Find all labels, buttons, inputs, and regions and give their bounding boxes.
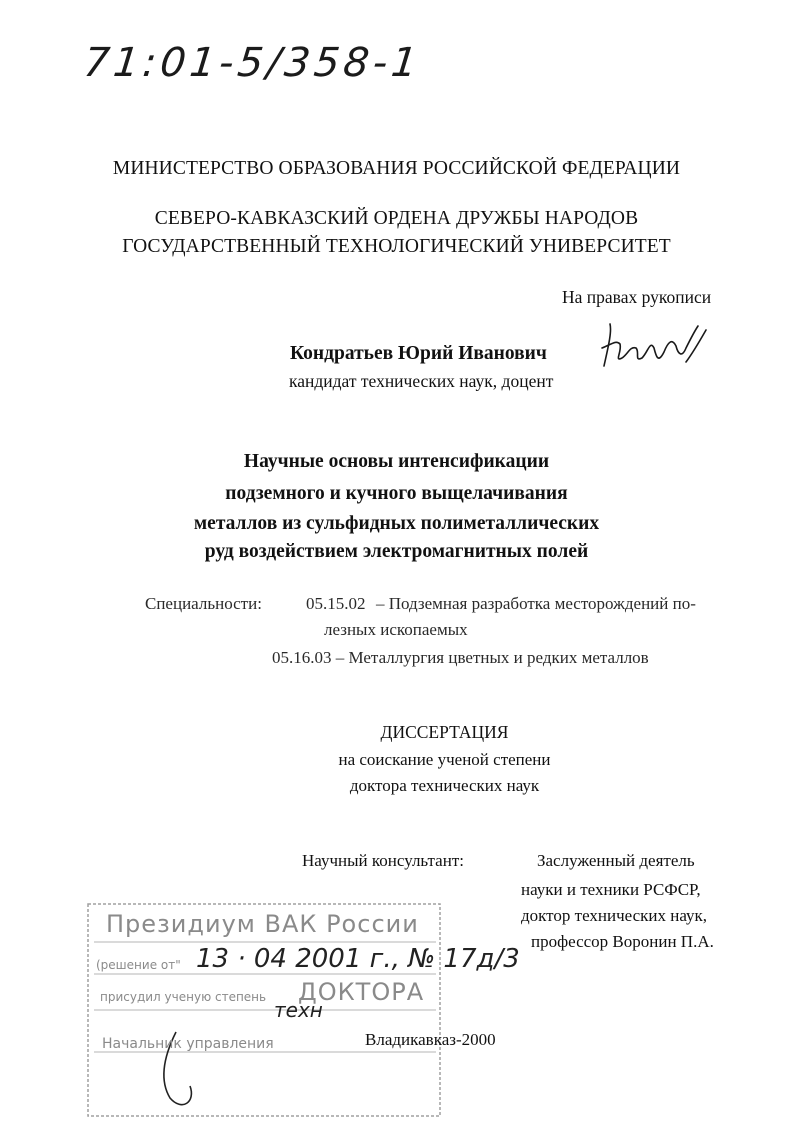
consultant-label: Научный консультант: xyxy=(302,851,464,870)
consultant-line: профессор Воронин П.А. xyxy=(531,932,714,951)
stamp-line-3: присудил ученую степень xyxy=(100,990,267,1004)
title-line: подземного и кучного выщелачивания xyxy=(225,483,568,504)
stamp-line-1: Президиум ВАК России xyxy=(106,910,419,938)
rights-note: На правах рукописи xyxy=(562,287,712,307)
consultant-line: Заслуженный деятель xyxy=(537,851,695,870)
university-line-1: СЕВЕРО-КАВКАЗСКИЙ ОРДЕНА ДРУЖБЫ НАРОДОВ xyxy=(154,208,639,229)
consultant-line: доктор технических наук, xyxy=(521,906,708,925)
stamp-degree-word: ДОКТОРА xyxy=(298,978,425,1006)
stamp-handwritten-field: техн xyxy=(274,998,323,1022)
university-line-2: ГОСУДАРСТВЕННЫЙ ТЕХНОЛОГИЧЕСКИЙ УНИВЕРСИТЕТ xyxy=(122,236,671,257)
dissertation-subtitle-2: доктора технических наук xyxy=(349,776,540,795)
vak-stamp xyxy=(86,902,520,1120)
dissertation-subtitle-1: на соискание ученой степени xyxy=(338,750,551,769)
specialties-label: Специальности: xyxy=(145,594,262,613)
title-line: металлов из сульфидных полиметаллических xyxy=(193,513,600,534)
dissertation-heading: ДИССЕРТАЦИЯ xyxy=(380,722,509,742)
title-line: Научные основы интенсификации xyxy=(243,451,550,472)
author-name: Кондратьев Юрий Иванович xyxy=(290,343,547,364)
specialty-1-name: – Подземная разработка месторождений по- xyxy=(376,594,696,613)
stamp-line-4: Начальник управления xyxy=(102,1036,274,1052)
specialty-1-code: 05.15.02 xyxy=(306,594,366,613)
stamp-date-handwritten: 13 · 04 2001 г., № 17д/3 xyxy=(196,944,520,974)
catalog-number: 71:01-5/358-1 xyxy=(81,40,424,86)
stamp-line-2: (решение от" xyxy=(96,958,181,972)
author-signature xyxy=(598,318,710,376)
author-degree: кандидат технических наук, доцент xyxy=(289,371,554,391)
specialty-1-continuation: лезных ископаемых xyxy=(324,620,468,639)
ministry-heading: МИНИСТЕРСТВО ОБРАЗОВАНИЯ РОССИЙСКОЙ ФЕДЕРАЦИИ xyxy=(112,158,681,179)
specialty-2: 05.16.03 – Металлургия цветных и редких металлов xyxy=(272,648,649,667)
title-line: руд воздействием электромагнитных полей xyxy=(204,541,589,562)
consultant-line: науки и техники РСФСР, xyxy=(521,880,701,899)
city-year: Владикавказ-2000 xyxy=(365,1030,496,1049)
